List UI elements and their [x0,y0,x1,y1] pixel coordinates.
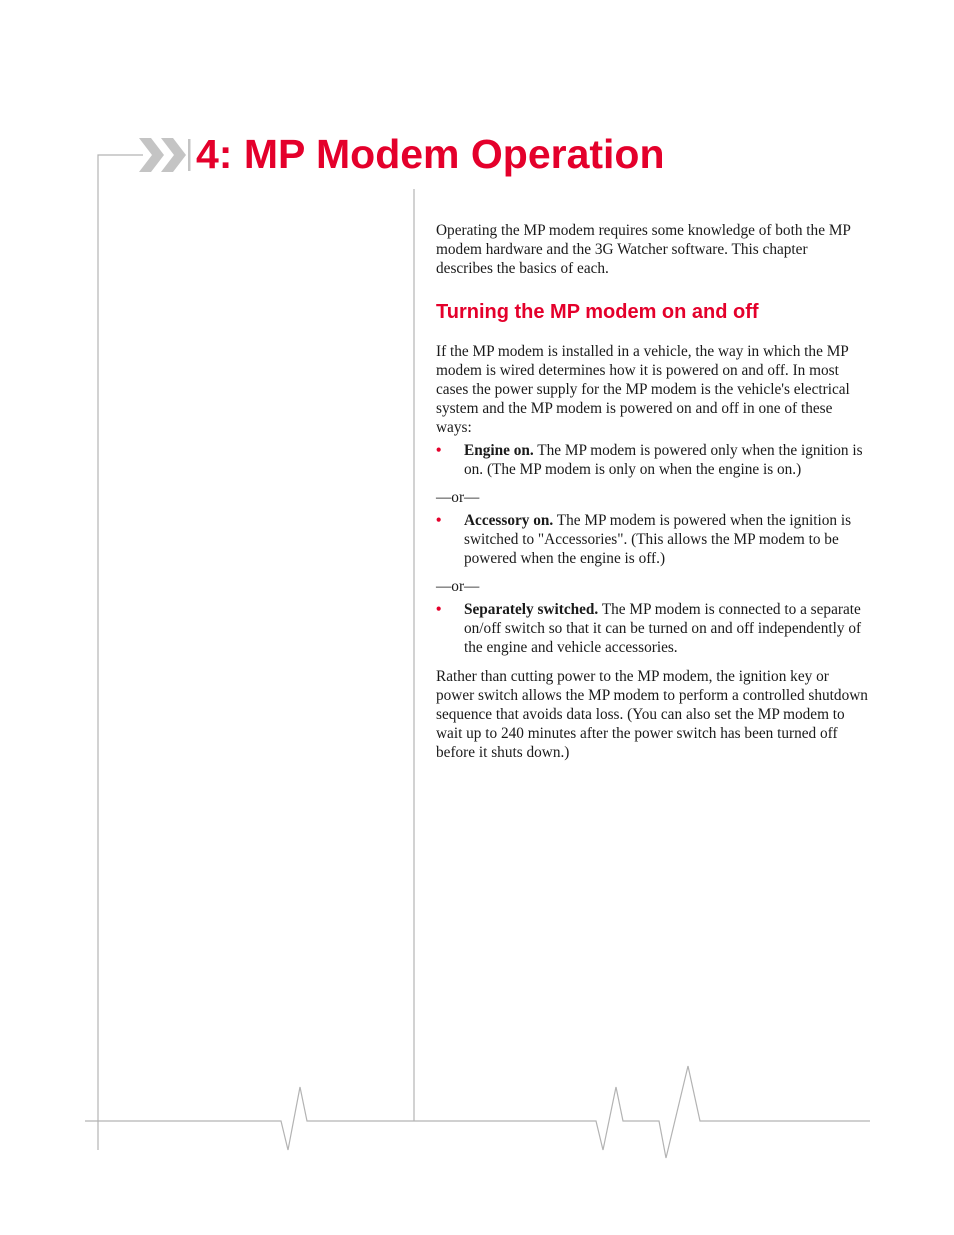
or-separator: —or— [436,578,480,595]
bullet-icon: • [436,601,442,618]
left-frame-rule [98,155,143,1150]
section-paragraph: If the MP modem is installed in a vehicle, the way in which the MP modem is wired determines how it is powered on and off. In most cases the power supply for the MP modem is the vehicle's electrical system and the MP modem is powered on and off in one of these ways: [436,343,850,436]
bullet-text: The MP modem is powered only when the ignition is on. (The MP modem is only on when the engine is on.) [464,442,863,478]
closing-paragraph: Rather than cutting power to the MP modem, the ignition key or power switch allows the MP modem to perform a controlled shutdown sequence that avoids data loss. (You can also set the MP modem to wait up to 240 minutes after the power switch has been turned off before it shuts down.) [436,668,868,761]
section-heading: Turning the MP modem on and off [436,301,759,323]
intro-paragraph: Operating the MP modem requires some knowledge of both the MP modem hardware and the 3G Watcher software. This chapter describes the basics of each. [436,222,851,277]
bullet-term: Engine on. [464,442,534,459]
list-item [436,441,868,479]
bullet-icon: • [436,512,442,529]
or-separator: —or— [436,489,480,506]
bullet-list-accessory [436,511,868,568]
bullet-term: Separately switched. [464,601,599,618]
bullet-text: The MP modem is powered when the ignition is switched to "Accessories". (This allows the MP modem to be powered when the engine is off.) [464,512,852,567]
bullet-icon: • [436,442,442,459]
list-item [436,511,868,568]
chapter-title: 4: MP Modem Operation [196,131,665,177]
bullet-list-switched [436,600,868,657]
heartbeat-line-left [85,1087,414,1150]
heartbeat-line-right [414,1066,870,1158]
list-item [436,600,868,657]
bullet-list-engine [436,441,868,479]
chapter-chevrons-icon [139,138,191,172]
main-content [436,221,868,762]
bullet-term: Accessory on. [464,512,554,529]
bullet-text: The MP modem is connected to a separate on/off switch so that it can be turned on and off independently of the engine and vehicle accessories. [464,601,862,656]
